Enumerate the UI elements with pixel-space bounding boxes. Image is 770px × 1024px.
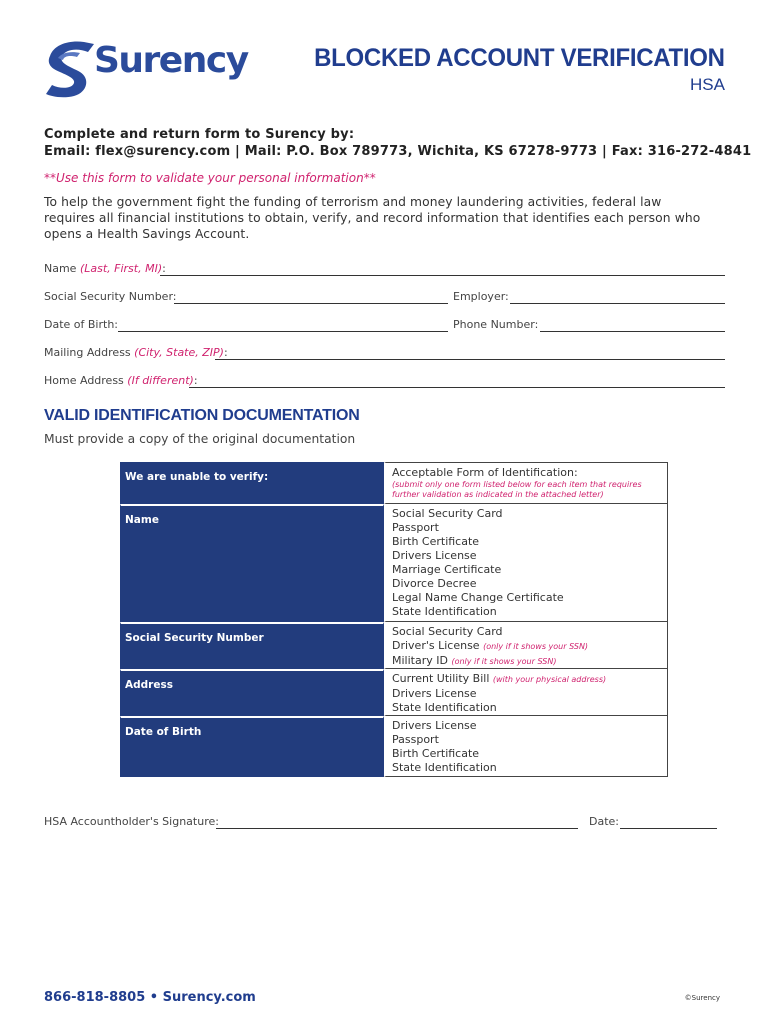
table-header-right-label: Acceptable Form of Identification: [392, 466, 578, 479]
section-title: VALID IDENTIFICATION DOCUMENTATION [44, 407, 360, 424]
home-address-label: Home Address (If different): [44, 374, 198, 387]
list-item: Social Security Card [392, 625, 503, 638]
employer-field-label: Employer: [453, 290, 509, 303]
list-item: Drivers License [392, 549, 477, 562]
mailing-address-field[interactable] [215, 359, 725, 360]
return-contact-line: Email: flex@surency.com | Mail: P.O. Box 789773, Wichita, KS 67278-9773 | Fax: 316-272-4841 [44, 144, 752, 159]
row-label: Name [120, 504, 384, 622]
row-items [384, 622, 668, 669]
id-documentation-table [120, 462, 668, 777]
intro-paragraph: To help the government fight the funding of terrorism and money laundering activities, federal law requires all financial institutions to obtain, verify, and record information that identifies each person who opens a Health Savings Account. [44, 195, 701, 241]
row-items [384, 716, 668, 777]
signature-field[interactable] [216, 828, 578, 829]
table-header-left: We are unable to verify: [120, 462, 384, 504]
row-label: Date of Birth [120, 716, 384, 777]
list-item: State Identification [392, 761, 497, 774]
row-label: Social Security Number [120, 622, 384, 669]
list-item: Military ID (only if it shows your SSN) [392, 654, 557, 667]
list-item: Passport [392, 521, 439, 534]
employer-field[interactable] [510, 303, 725, 304]
list-item: State Identification [392, 605, 497, 618]
list-item: Drivers License [392, 687, 477, 700]
name-field-label: Name (Last, First, MI): [44, 262, 166, 275]
dob-field-label: Date of Birth: [44, 318, 119, 331]
table-row [120, 669, 668, 716]
mailing-address-label: Mailing Address (City, State, ZIP): [44, 346, 228, 359]
ssn-field-label: Social Security Number: [44, 290, 177, 303]
table-header-right [384, 462, 668, 504]
list-item: Social Security Card [392, 507, 503, 520]
return-instructions-heading: Complete and return form to Surency by: [44, 127, 355, 142]
table-header-hint: (submit only one form listed below for each item that requires further validation as indicated in the attached letter) [392, 480, 642, 499]
table-row [120, 504, 668, 622]
table-row [120, 622, 668, 669]
name-field[interactable] [160, 275, 725, 276]
table-row [120, 716, 668, 777]
list-item: Legal Name Change Certificate [392, 591, 564, 604]
dob-field[interactable] [118, 331, 448, 332]
table-header-row [120, 462, 668, 504]
usage-note: **Use this form to validate your personal information** [44, 171, 376, 185]
list-item: Current Utility Bill (with your physical address) [392, 672, 607, 685]
list-item: Birth Certificate [392, 747, 480, 760]
row-items [384, 504, 668, 622]
phone-field[interactable] [540, 331, 725, 332]
date-field[interactable] [620, 828, 717, 829]
row-items [384, 669, 668, 716]
footer-copyright: ©Surency [684, 994, 720, 1002]
phone-field-label: Phone Number: [453, 318, 539, 331]
form-title: BLOCKED ACCOUNT VERIFICATION [314, 44, 725, 72]
footer-contact: 866-818-8805 • Surency.com [44, 990, 256, 1005]
list-item: Drivers License [392, 719, 477, 732]
ssn-field[interactable] [174, 303, 448, 304]
section-subtitle: Must provide a copy of the original documentation [44, 432, 356, 446]
list-item: Marriage Certificate [392, 563, 502, 576]
logo-wordmark: Surency [94, 40, 248, 81]
row-label: Address [120, 669, 384, 716]
list-item: Passport [392, 733, 439, 746]
list-item: Driver's License (only if it shows your SSN) [392, 639, 589, 652]
list-item: Birth Certificate [392, 535, 480, 548]
form-subtitle: HSA [690, 75, 725, 94]
home-address-field[interactable] [189, 387, 725, 388]
date-label: Date: [589, 815, 619, 828]
list-item: Divorce Decree [392, 577, 477, 590]
signature-label: HSA Accountholder's Signature: [44, 815, 219, 828]
list-item: State Identification [392, 701, 497, 714]
